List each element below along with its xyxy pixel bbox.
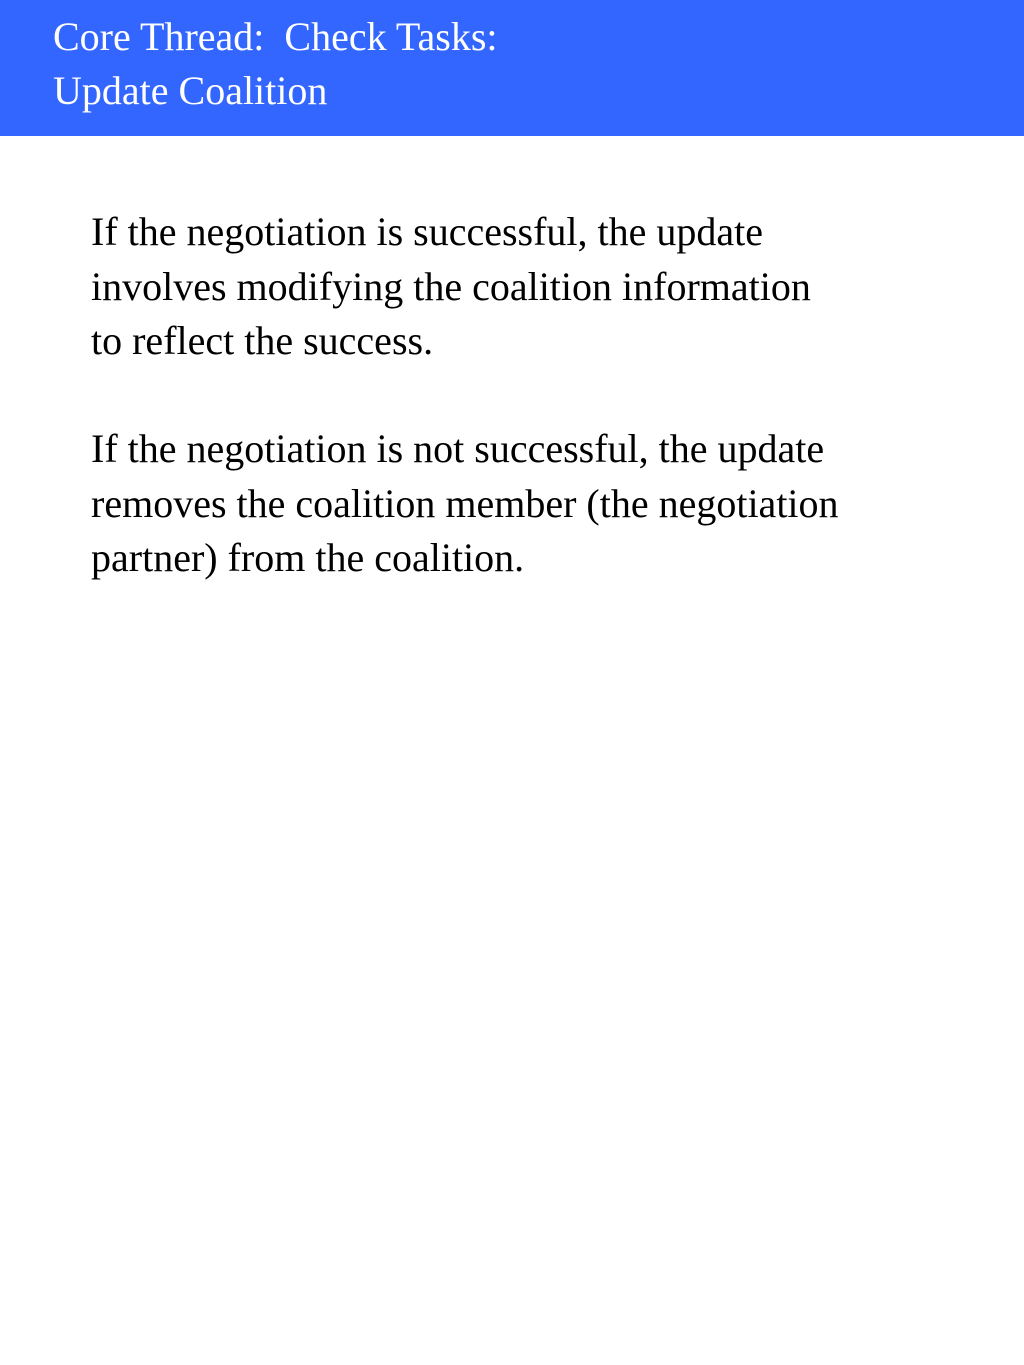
slide-title-line-2: Update Coalition [53, 68, 328, 113]
slide-title-line-1: Core Thread: Check Tasks: [53, 14, 498, 59]
paragraph-success-line-2: involves modifying the coalition information [91, 263, 811, 309]
paragraph-failure-line-1: If the negotiation is not successful, the update [91, 426, 825, 471]
paragraph-failure-line-3: partner) from the coalition. [91, 535, 525, 580]
paragraph-success-line-1: If the negotiation is successful, the update [91, 209, 764, 254]
slide-title-bar [0, 0, 1024, 136]
paragraph-success [91, 205, 991, 369]
paragraph-failure [91, 422, 991, 586]
paragraph-success-line-3: to reflect the success. [91, 318, 434, 363]
paragraph-failure-line-2: removes the coalition member (the negotiation [91, 480, 839, 526]
